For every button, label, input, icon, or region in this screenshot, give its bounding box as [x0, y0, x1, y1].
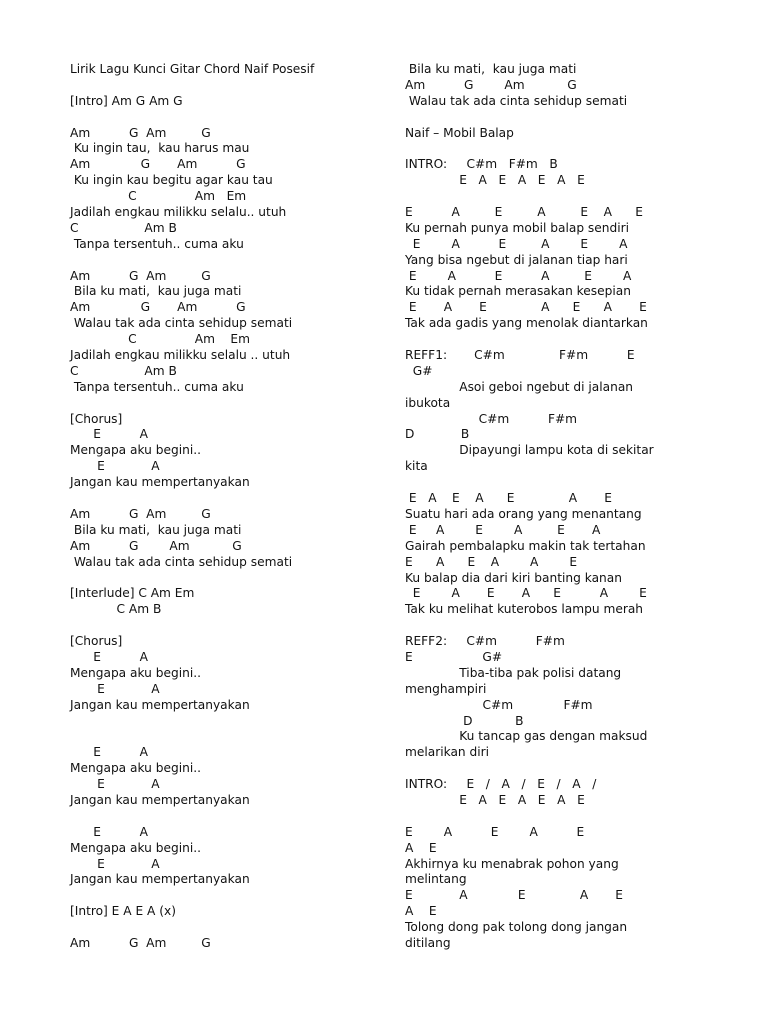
right-text-line: A E [405, 840, 437, 855]
right-text-line: E A E A E A E [405, 205, 643, 220]
left-text-line [70, 888, 390, 904]
left-text-line [70, 396, 390, 412]
right-text-line [405, 110, 705, 126]
right-text-line: Gairah pembalapku makin tak tertahan [405, 538, 646, 553]
right-text-line: E A E A A E [405, 554, 578, 569]
right-text-line: E A E A E A [405, 236, 628, 251]
right-text-line [405, 475, 705, 491]
right-text-line: A E [405, 904, 437, 919]
left-text-line: Walau tak ada cinta sehidup semati [70, 316, 293, 331]
left-text-line: E A [70, 681, 160, 696]
left-text-line: Am G Am G [70, 300, 246, 315]
right-text-line: ditilang [405, 935, 451, 950]
right-text-line: Walau tak ada cinta sehidup semati [405, 93, 628, 108]
right-text-line: C#m F#m [405, 697, 593, 712]
left-text-line: E A [70, 427, 149, 442]
right-text-line: E A E A E [405, 888, 623, 903]
right-text-line: Tiba-tiba pak polisi datang [405, 665, 622, 680]
left-text-line: Mengapa aku begini.. [70, 443, 201, 458]
right-text-line: E A E A E A [405, 522, 601, 537]
left-text-line: [Chorus] [70, 634, 123, 649]
left-text-line: Jadilah engkau milikku selalu.. utuh [70, 205, 287, 220]
left-text-line: Walau tak ada cinta sehidup semati [70, 554, 293, 569]
left-text-line [70, 78, 390, 94]
left-text-line: C Am B [70, 363, 177, 378]
left-text-line [70, 491, 390, 507]
right-text-line: Ku balap dia dari kiri banting kanan [405, 570, 622, 585]
left-text-line [70, 714, 390, 730]
left-text-line: E A [70, 649, 149, 664]
left-text-line: Tanpa tersentuh.. cuma aku [70, 379, 244, 394]
left-text-line [70, 809, 390, 825]
left-text-line: Am G Am G [70, 506, 211, 521]
left-text-line: Jangan kau mempertanyakan [70, 872, 250, 887]
right-text-line: Bila ku mati, kau juga mati [405, 62, 577, 76]
left-text-line: Mengapa aku begini.. [70, 761, 201, 776]
right-text-line: Am G Am G [405, 77, 577, 92]
right-text-line [405, 618, 705, 634]
right-text-line: G# [405, 363, 433, 378]
right-text-line: Naif – Mobil Balap [405, 125, 514, 140]
right-text-line: Ku tidak pernah merasakan kesepian [405, 284, 631, 299]
right-text-line: E A E A E A E [405, 792, 585, 807]
right-text-line: Tolong dong pak tolong dong jangan [405, 920, 628, 935]
right-text-line: Suatu hari ada orang yang menantang [405, 506, 642, 521]
left-text-line: C Am Em [70, 189, 247, 204]
right-text-line: Tak ada gadis yang menolak diantarkan [405, 316, 648, 331]
right-text-line: Dipayungi lampu kota di sekitar [405, 443, 654, 458]
left-text-line: Tanpa tersentuh.. cuma aku [70, 236, 244, 251]
left-text-line: Lirik Lagu Kunci Gitar Chord Naif Posesif [70, 62, 315, 76]
right-text-line: E A E A E A [405, 268, 632, 283]
left-text-line: [Intro] Am G Am G [70, 93, 183, 108]
right-text-line: E G# [405, 649, 503, 664]
right-text-line: E A E A E A E [405, 491, 612, 506]
right-text-line: D B [405, 427, 470, 442]
right-text-line: REFF2: C#m F#m [405, 634, 565, 649]
left-text-line: Ku ingin tau, kau harus mau [70, 141, 250, 156]
left-text-line [70, 571, 390, 587]
left-text-line: Am G Am G [70, 268, 211, 283]
left-text-line: C Am B [70, 220, 177, 235]
left-text-line: Jangan kau mempertanyakan [70, 475, 250, 490]
right-text-line: INTRO: C#m F#m B [405, 157, 558, 172]
right-text-line: E A E A E A E [405, 173, 585, 188]
right-text-line: Asoi geboi ngebut di jalanan [405, 379, 634, 394]
left-text-line: Jangan kau mempertanyakan [70, 792, 250, 807]
right-column [405, 62, 705, 952]
left-text-line: Ku ingin kau begitu agar kau tau [70, 173, 273, 188]
left-text-line: Mengapa aku begini.. [70, 840, 201, 855]
left-text-line [70, 618, 390, 634]
right-text-line: E A E A E [405, 824, 585, 839]
right-text-line: C#m F#m [405, 411, 578, 426]
right-text-line: melintang [405, 872, 467, 887]
right-text-line: INTRO: E / A / E / A / [405, 777, 597, 792]
left-text-line: E A [70, 459, 160, 474]
left-text-line: E A [70, 777, 160, 792]
right-text-line: Tak ku melihat kuterobos lampu merah [405, 602, 644, 617]
left-text-line: Am G Am G [70, 157, 246, 172]
right-text-line: Yang bisa ngebut di jalanan tiap hari [405, 252, 628, 267]
right-text-line [405, 189, 705, 205]
left-text-line: Am G Am G [70, 935, 211, 950]
left-text-line: Am G Am G [70, 538, 242, 553]
left-text-line: Mengapa aku begini.. [70, 665, 201, 680]
right-text-line [405, 141, 705, 157]
left-text-line [70, 253, 390, 269]
left-text-line: [Intro] E A E A (x) [70, 904, 176, 919]
left-text-line [70, 110, 390, 126]
left-text-line: C Am Em [70, 332, 251, 347]
right-text-line: D B [405, 713, 524, 728]
right-text-line: E A E A E A E [405, 586, 647, 601]
right-text-line [405, 809, 705, 825]
left-text-line: Bila ku mati, kau juga mati [70, 522, 242, 537]
right-text-line: menghampiri [405, 681, 487, 696]
left-text-line: [Interlude] C Am Em [70, 586, 195, 601]
left-text-line: E A [70, 824, 149, 839]
left-text-line: E A [70, 856, 160, 871]
left-text-line: C Am B [70, 602, 162, 617]
right-text-line: Ku pernah punya mobil balap sendiri [405, 220, 630, 235]
left-text-line: Jadilah engkau milikku selalu .. utuh [70, 348, 291, 363]
left-text-line [70, 729, 390, 745]
right-text-line: melarikan diri [405, 745, 490, 760]
right-text-line: kita [405, 459, 428, 474]
right-text-line: Ku tancap gas dengan maksud [405, 729, 648, 744]
right-text-line [405, 332, 705, 348]
right-text-line: Akhirnya ku menabrak pohon yang [405, 856, 619, 871]
left-text-line: Bila ku mati, kau juga mati [70, 284, 242, 299]
right-text-line: ibukota [405, 395, 451, 410]
left-column [70, 62, 390, 952]
right-text-line: REFF1: C#m F#m E [405, 348, 635, 363]
left-text-line: Jangan kau mempertanyakan [70, 697, 250, 712]
left-text-line: E A [70, 745, 149, 760]
left-text-line: [Chorus] [70, 411, 123, 426]
right-text-line: E A E A E A E [405, 300, 647, 315]
left-text-line [70, 920, 390, 936]
right-text-line [405, 761, 705, 777]
left-text-line: Am G Am G [70, 125, 211, 140]
